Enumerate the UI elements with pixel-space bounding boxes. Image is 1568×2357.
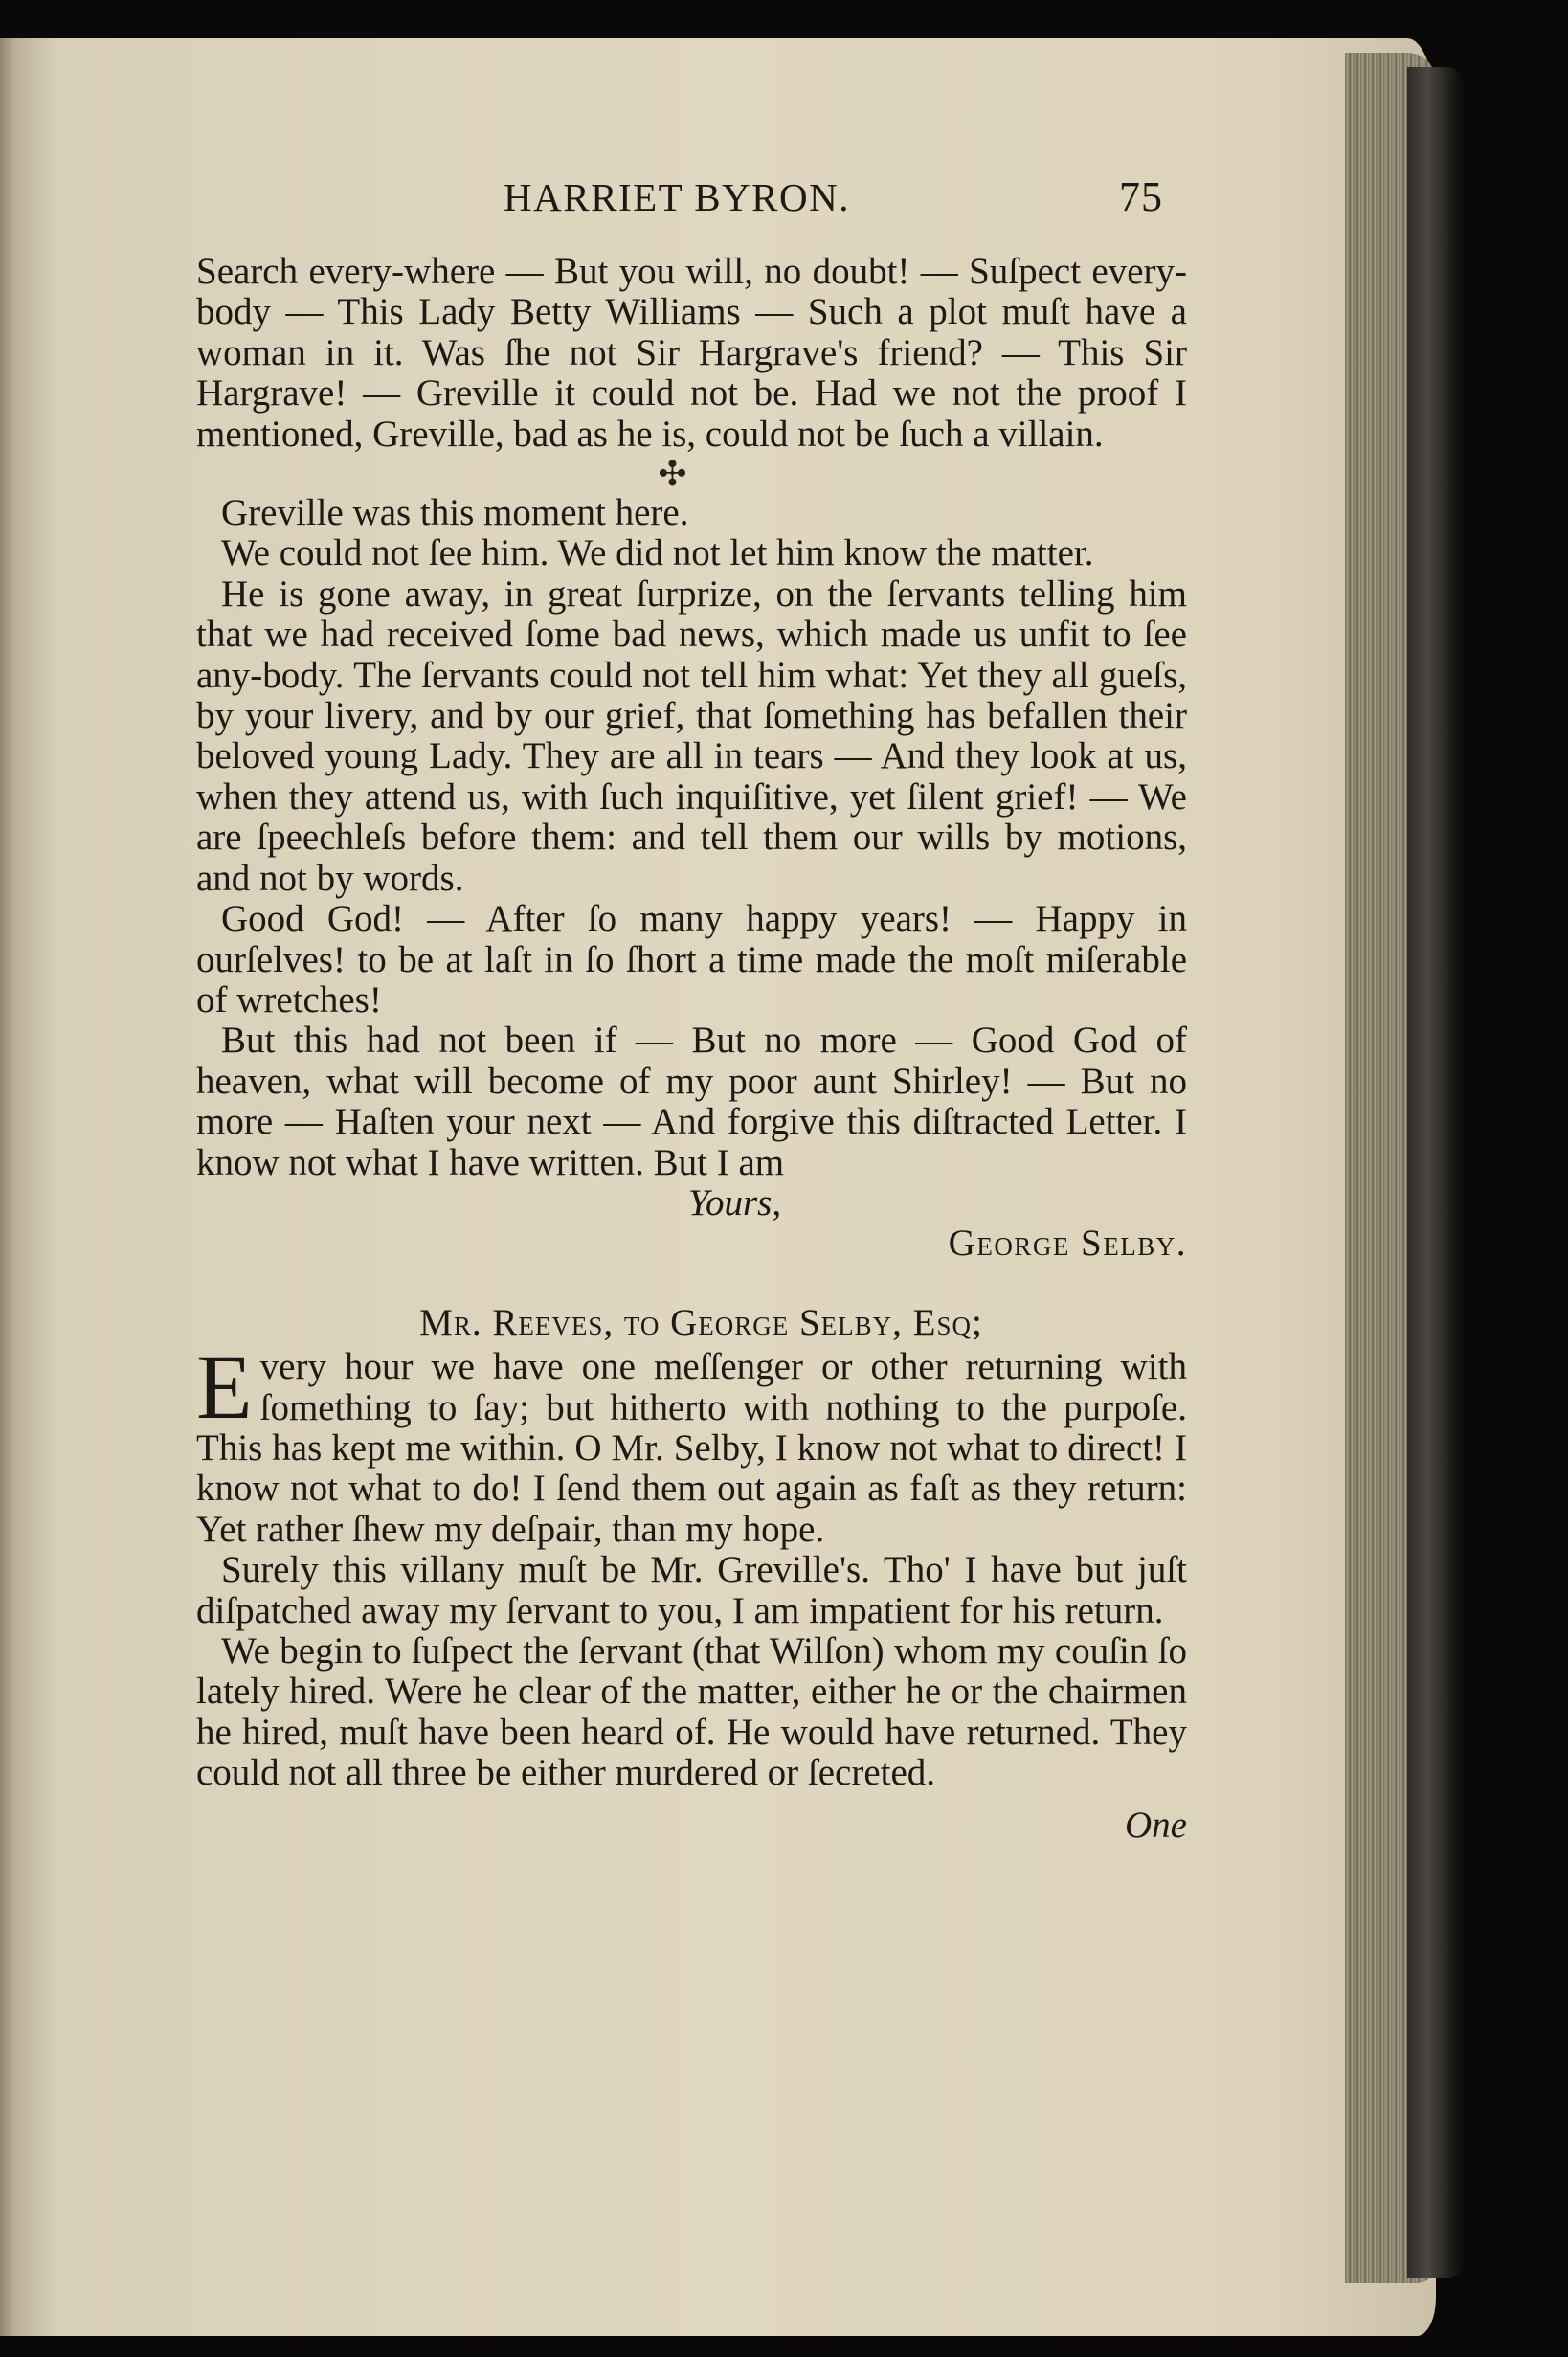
paragraph: Surely this villany muſt be Mr. Greville's. Tho' I have but juſt diſpatched away my ſervant to you, I am impatient for his return. [196,1549,1187,1631]
paragraph: He is gone away, in great ſurprize, on the ſervants telling him that we had received ſome bad news, which made us unfit to ſee any-body. The ſervants could not tell him what: Yet they all gueſs, by your livery, and by our grief, that ſomething has befallen their beloved young Lady. They are all in tears — And they look at us, when they attend us, with ſuch inquiſitive, yet ſilent grief! — We are ſpeechleſs before them: and tell them our wills by motions, and not by words. [196,572,1187,899]
paragraph: Search every-where — But you will, no doubt! — Suſpect every-body — This Lady Betty Williams — Such a plot muſt have a woman in it. Was ſhe not Sir Hargrave's friend? — This Sir Hargrave! — Greville it could not be. Had we not the proof I mentioned, Greville, bad as he is, could not be ſuch a villain. [196,251,1187,455]
ornament-icon: ✣ [658,455,687,494]
paragraph: We begin to ſuſpect the ſervant (that Wilſon) whom my couſin ſo lately hired. Were he clear of the matter, either he or the chairmen he hired, muſt have been heard of. He would have returned. They could not all three be either murdered or ſecreted. [196,1630,1187,1794]
paragraph: But this had not been if — But no more — Good God of heaven, what will become of my poor aunt Shirley! — But no more — Haſten your next — And forgive this diſtracted Letter. I know not what I have written. But I am [196,1020,1187,1183]
running-head: HARRIET BYRON. [504,175,850,219]
paragraph: We could not ſee him. We did not let him know the matter. [221,532,1094,574]
drop-cap: E [196,1336,253,1439]
paragraph: Greville was this moment here. [221,492,689,534]
letter-closing: Yours, [687,1181,782,1223]
page-text-block [196,173,1187,1846]
page-header [196,173,1187,231]
catchword: One [1125,1804,1187,1846]
letter-signature: George Selby. [948,1223,1187,1265]
letter-heading: Mr. Reeves, to George Selby, Eſq; [419,1301,983,1343]
page-number: 75 [1119,173,1163,220]
paragraph-with-drop-cap [196,1336,1187,1550]
paragraph: Good God! — After ſo many happy years! — Happy in ourſelves! to be at laſt in ſo ſhort a time made the moſt miſerable of wretches! [196,898,1187,1021]
book-binding [1407,67,1465,2278]
paragraph-rest: very hour we have one meſſenger or other returning with ſomething to ſay; but hitherto with nothing to the purpoſe. This has kept me within. O Mr. Selby, I know not what to direct! I know not what to do! I ſend them out again as faſt as they return: Yet rather ſhew my deſpair, than my hope. [196,1346,1187,1550]
